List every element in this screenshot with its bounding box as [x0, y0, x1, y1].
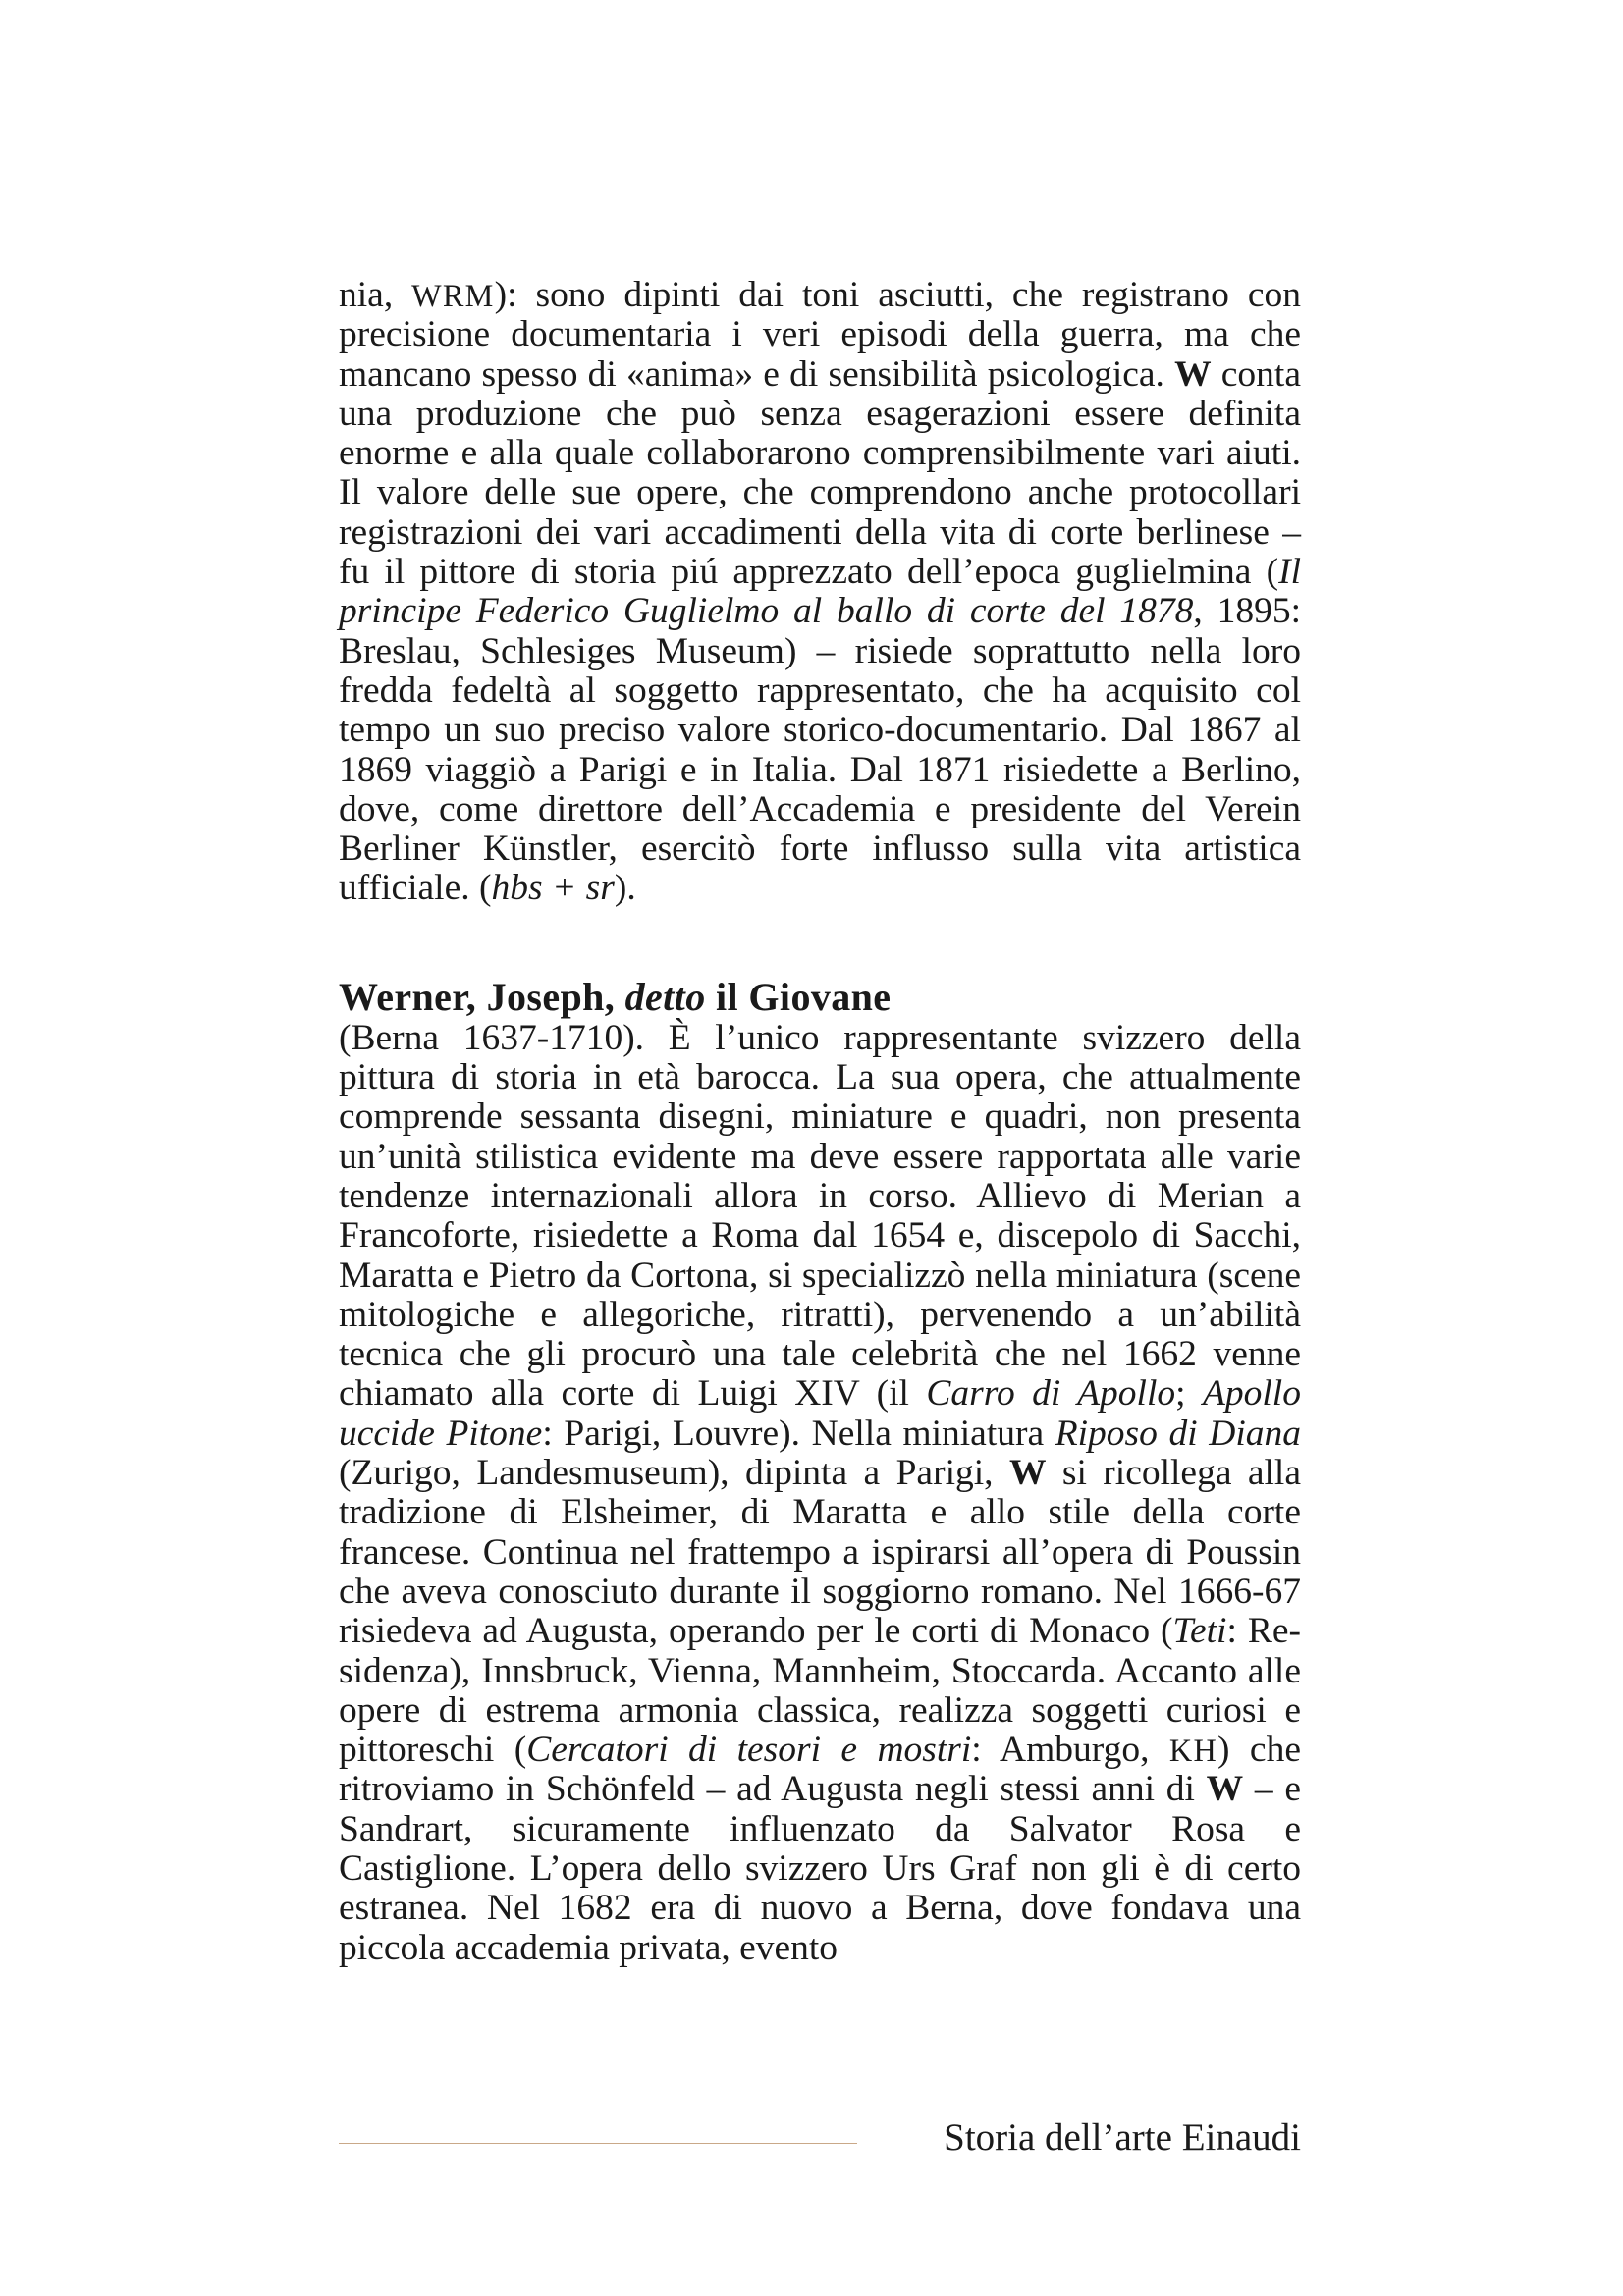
text-run: : Amburgo,	[971, 1730, 1169, 1771]
italic-run: Cercatori di tesori e mostri	[526, 1730, 972, 1771]
text-run: (Zurigo, Landesmuseum), dipinta a Parigi,	[339, 1453, 1009, 1494]
text-run: nia,	[339, 275, 412, 315]
text-run: ;	[1175, 1373, 1203, 1415]
text-run: Werner, Joseph,	[339, 974, 625, 1019]
text-run: : Residenza), Innsbruck, Vienna, Mannheim, Stoccarda. Accanto alle opere di estrema armonia classica, realizza soggetti curiosi e pittoreschi (	[339, 1611, 1301, 1771]
text-run: ).	[614, 868, 636, 909]
italic-run: Teti	[1172, 1611, 1227, 1652]
entry-body-paragraph	[339, 1019, 1301, 1968]
text-run: (Berna 1637-1710). È l’unico rappresentante svizzero della pittura di storia in età barocca. La sua opera, che attualmente comprende sessanta disegni, miniature e quadri, non presenta un’unità stilistica evidente ma deve essere rapportata alle varie tendenze internazionali allora in corso. Allievo di Merian a Francoforte, risiedette a Roma dal 1654 e, discepolo di Sacchi, Maratta e Pietro da Cortona, si specializzò nella miniatura (scene mitologiche e allegoriche, ritratti), pervenendo a un’abilità tecnica che gli procurò una tale celebrità che nel 1662 venne chiamato alla corte di Luigi XIV (il	[339, 1017, 1301, 1415]
italic-run: Apollo uccide Pitone	[339, 1373, 1301, 1454]
text-column	[339, 276, 1301, 1968]
footer-rule	[339, 2143, 857, 2144]
text-run: si ricollega alla tradizione di Elsheimer, di Maratta e allo stile della corte francese. Continua nel frattempo a ispirarsi all’opera di Poussin che aveva conosciuto durante il soggiorno romano. Nel 1666-67 risiedeva ad Augusta, operando per le corti di Monaco (	[339, 1453, 1301, 1652]
bold-run: W	[1206, 1769, 1244, 1810]
footer-title: Storia dell’arte Einaudi	[944, 2116, 1301, 2159]
italic-run: hbs + sr	[491, 868, 615, 909]
text-run: conta una produzione che può senza esagerazioni essere definita enorme e alla quale collaborarono comprensibilmente vari aiuti. Il valore delle sue opere, che comprendono anche protocollari registrazioni dei vari accadimenti della vita di corte berlinese – fu il pittore di storia piú apprezzato dell’epoca guglielmina (	[339, 353, 1301, 593]
small-caps-run: KH	[1168, 1733, 1218, 1769]
italic-run: Carro di Apollo	[926, 1373, 1176, 1415]
text-run: il Giovane	[705, 974, 892, 1019]
text-run: , 1895: Breslau, Schlesiges Museum) – risiede soprattutto nella loro fredda fedeltà al soggetto rappresentato, che ha acquisito col tempo un suo preciso valore storico-documentario. Dal 1867 al 1869 viaggiò a Parigi e in Italia. Dal 1871 risiedette a Berlino, dove, come direttore dell’Accademia e presidente del Verein Berliner Künstler, esercitò forte influsso sulla vita artistica ufficiale. (	[339, 591, 1301, 909]
text-run: – e Sandrart, sicuramente influenzato da Salvator Rosa e Castiglione. L’opera dello svizzero Urs Graf non gli è di certo estranea. Nel 1682 era di nuovo a Berna, dove fondava una piccola accademia privata, evento	[339, 1769, 1301, 1968]
bold-run: W	[1008, 1453, 1047, 1494]
page-footer	[339, 2112, 1301, 2171]
text-run: ) che ritroviamo in Schönfeld – ad Augusta negli stessi anni di	[339, 1730, 1301, 1810]
small-caps-run: WRM	[411, 278, 495, 313]
entry-heading-werner-joseph	[339, 976, 1301, 1019]
text-run: ): sono dipinti dai toni asciutti, che registrano con precisione documentaria i veri episodi della guerra, ma che mancano spesso di «anima» e di sensibilità psicologica.	[339, 275, 1301, 395]
entry-continuation-paragraph	[339, 276, 1301, 909]
bold-run: W	[1174, 353, 1212, 395]
text-run: : Parigi, Louvre). Nella miniatura	[542, 1413, 1055, 1454]
italic-run: detto	[624, 974, 706, 1019]
italic-run: Il principe Federico Guglielmo al ballo di corte del 1878	[339, 552, 1301, 632]
italic-run: Riposo di Diana	[1055, 1413, 1302, 1454]
